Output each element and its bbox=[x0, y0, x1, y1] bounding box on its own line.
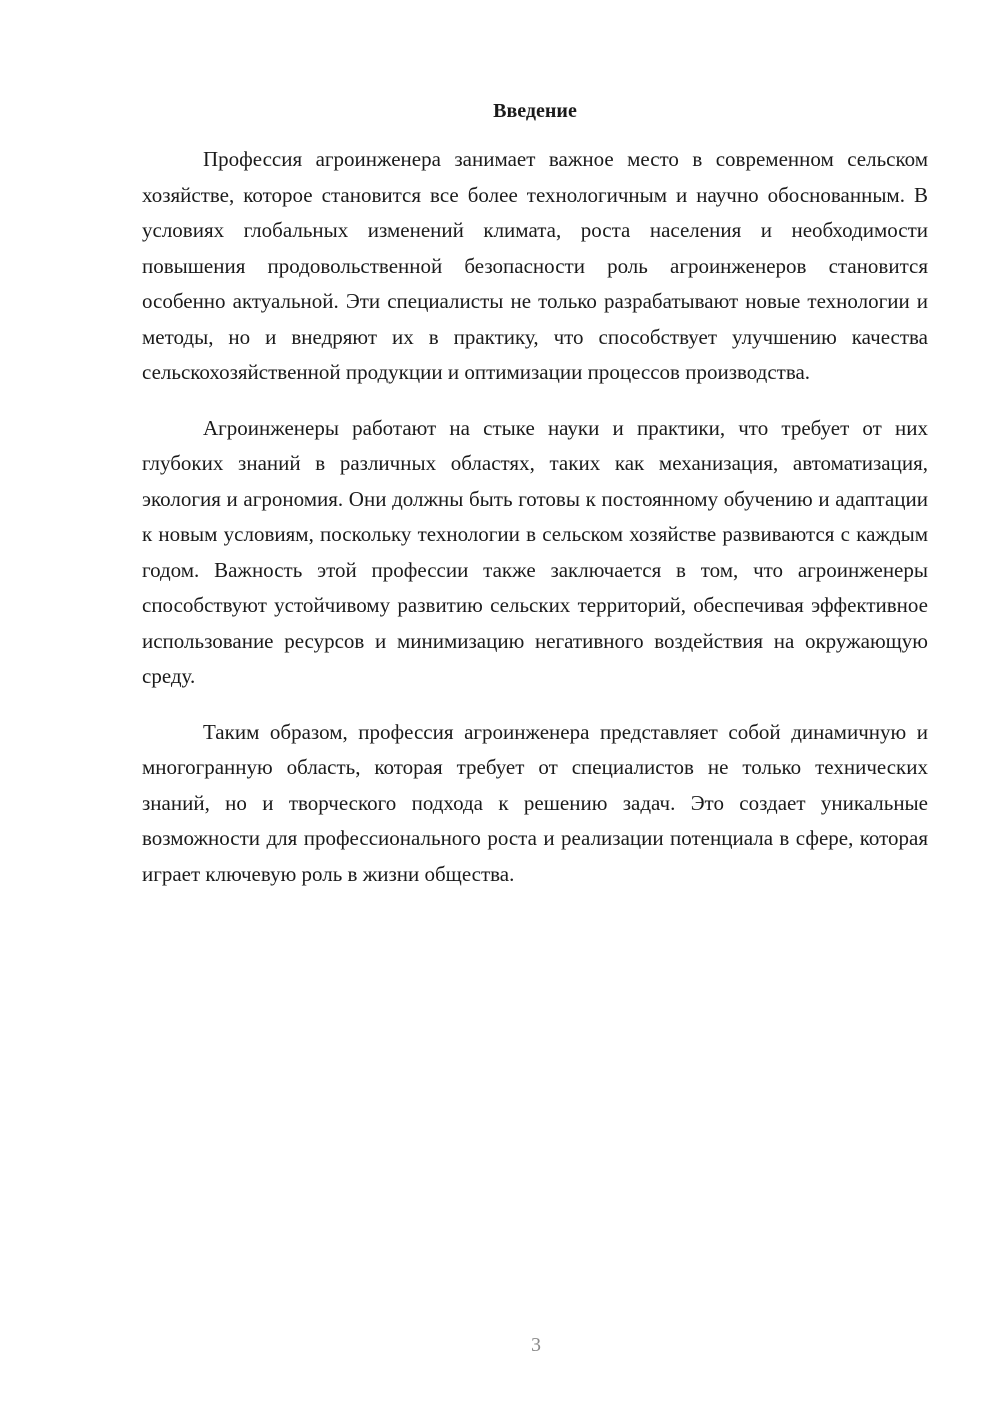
page-number: 3 bbox=[531, 1334, 541, 1356]
paragraph-3: Таким образом, профессия агроинженера представляет собой динамичную и многогранную область, которая требует от специалистов не только технических знаний, но и творческого подхода к решению задач. Это создает уникальные возможности для профессионального роста и реализации потенциала в сфере, которая играет ключевую роль в жизни общества. bbox=[142, 719, 928, 886]
document-body bbox=[142, 142, 928, 912]
paragraph-2: Агроинженеры работают на стыке науки и практики, что требует от них глубоких знаний в различных областях, таких как механизация, автоматизация, экология и агрономия. Они должны быть готовы к постоянному обучению и адаптации к новым условиям, поскольку технологии в сельском хозяйстве развиваются с каждым годом. Важность этой профессии также заключается в том, что агроинженеры способствуют устойчивому развитию сельских территорий, обеспечивая эффективное использование ресурсов и минимизацию негативного воздействия на окружающую среду. bbox=[142, 415, 928, 688]
page-title: Введение bbox=[493, 100, 577, 122]
paragraph-1: Профессия агроинженера занимает важное место в современном сельском хозяйстве, которое становится все более технологичным и научно обоснованным. В условиях глобальных изменений климата, роста населения и необходимости повышения продовольственной безопасности роль агроинженеров становится особенно актуальной. Эти специалисты не только разрабатывают новые технологии и методы, но и внедряют их в практику, что способствует улучшению качества сельскохозяйственной продукции и оптимизации процессов производства. bbox=[142, 147, 928, 384]
